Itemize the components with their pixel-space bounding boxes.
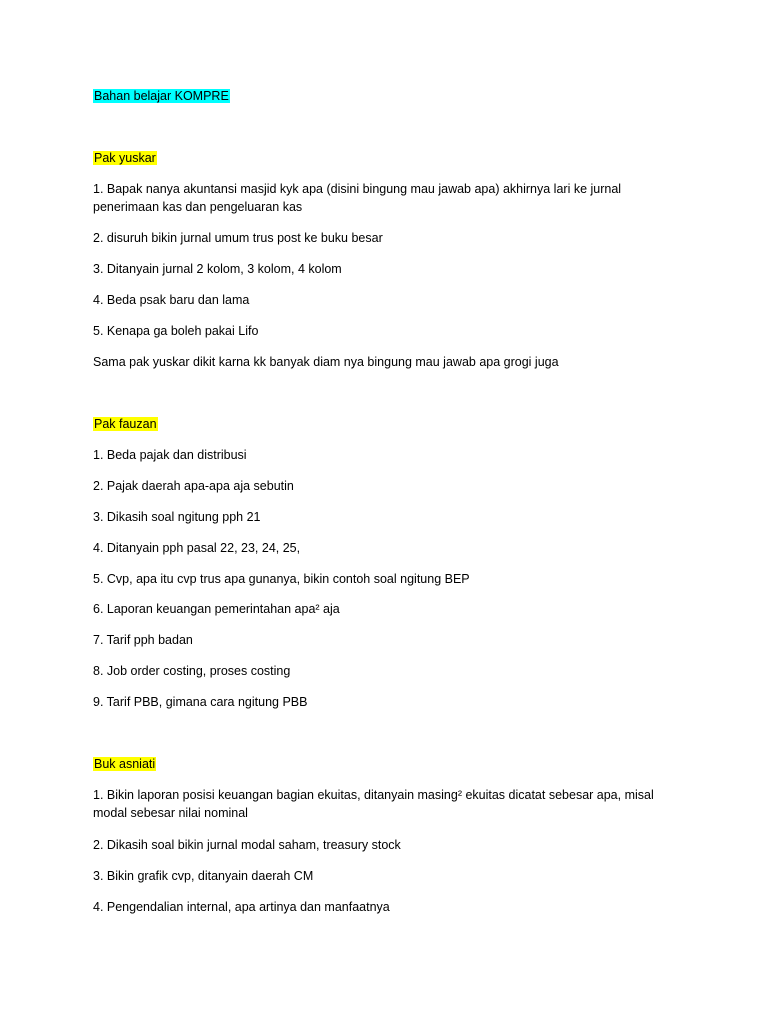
list-item: 3. Dikasih soal ngitung pph 21 [93, 510, 261, 524]
list-item: 6. Laporan keuangan pemerintahan apa² aja [93, 602, 340, 616]
section-heading: Pak fauzan [94, 417, 157, 431]
list-item: 9. Tarif PBB, gimana cara ngitung PBB [93, 695, 308, 709]
section-heading: Pak yuskar [94, 151, 156, 165]
list-item: 5. Cvp, apa itu cvp trus apa gunanya, bikin contoh soal ngitung BEP [93, 572, 470, 586]
list-item: 3. Bikin grafik cvp, ditanyain daerah CM [93, 869, 314, 883]
list-item: 1. Beda pajak dan distribusi [93, 448, 247, 462]
list-item: 2. disuruh bikin jurnal umum trus post ke buku besar [93, 231, 383, 245]
list-item: 7. Tarif pph badan [93, 633, 193, 647]
document-title: Bahan belajar KOMPRE [94, 89, 229, 103]
list-item: 2. Dikasih soal bikin jurnal modal saham, treasury stock [93, 838, 401, 852]
list-item: 4. Ditanyain pph pasal 22, 23, 24, 25, [93, 541, 301, 555]
list-item: 1. Bapak nanya akuntansi masjid kyk apa (disini bingung mau jawab apa) akhirnya lari ke jurnal penerimaan kas dan pengeluaran kas [93, 182, 622, 214]
section-heading: Buk asniati [94, 757, 156, 771]
list-item: 1. Bikin laporan posisi keuangan bagian ekuitas, ditanyain masing² ekuitas dicatat sebesar apa, misal modal sebesar nilai nominal [93, 788, 654, 820]
list-item: 4. Beda psak baru dan lama [93, 293, 250, 307]
list-item: Sama pak yuskar dikit karna kk banyak diam nya bingung mau jawab apa grogi juga [93, 355, 559, 369]
section-heading-line [93, 415, 683, 433]
document-title-line [93, 87, 683, 105]
list-item: 8. Job order costing, proses costing [93, 664, 291, 678]
list-item: 2. Pajak daerah apa-apa aja sebutin [93, 479, 294, 493]
section-heading-line [93, 149, 683, 167]
section-heading-line [93, 755, 683, 773]
list-item: 5. Kenapa ga boleh pakai Lifo [93, 324, 259, 338]
list-item: 4. Pengendalian internal, apa artinya dan manfaatnya [93, 900, 390, 914]
list-item: 3. Ditanyain jurnal 2 kolom, 3 kolom, 4 kolom [93, 262, 342, 276]
